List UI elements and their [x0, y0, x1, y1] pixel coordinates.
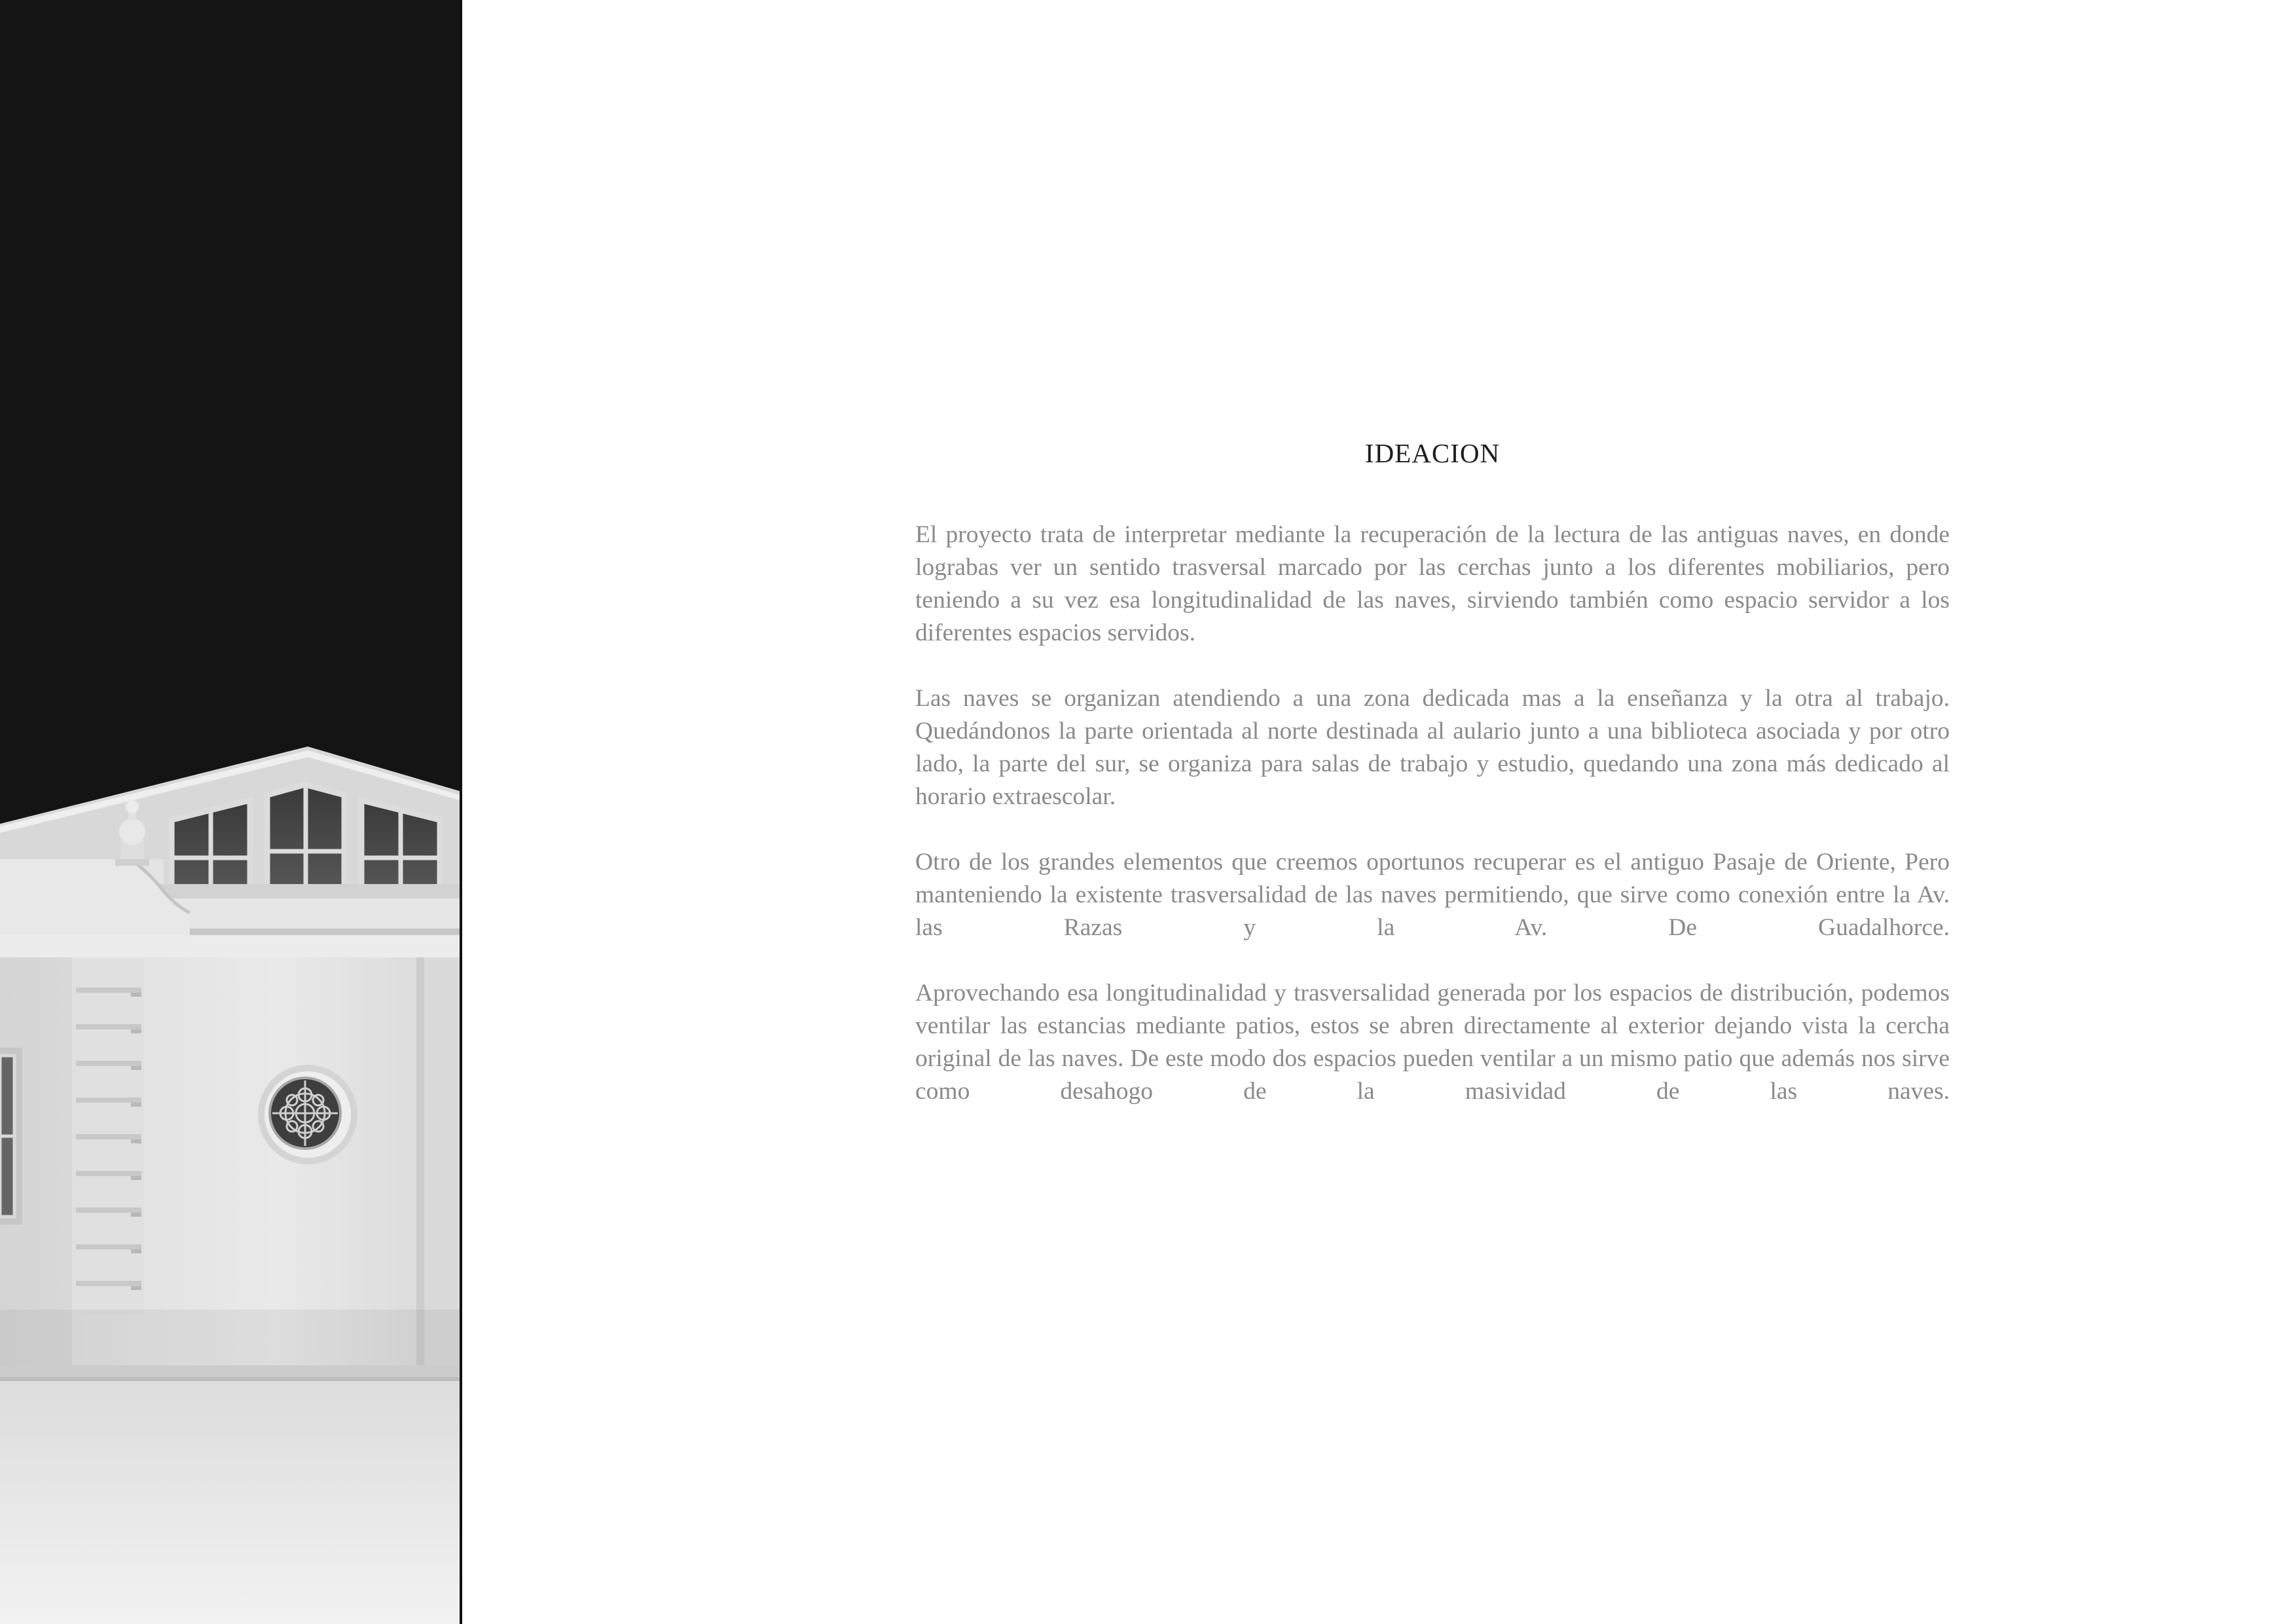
rusticated-pilaster: [72, 957, 144, 1314]
text-column: [915, 437, 1950, 1141]
paragraph-3: Otro de los grandes elementos que creemos oportunos recuperar es el antiguo Pasaje de Oriente, Pero manteniendo la existente trasversalidad de las naves permitiendo, que sirve como conexión entre la Av. las Razas y la Av. De Guadalhorce.: [915, 849, 1950, 941]
building-facade-illustration: [0, 0, 460, 1624]
oculus-window: [258, 1065, 357, 1164]
paragraph-4: Aprovechando esa longitudinalidad y trasversalidad generada por los espacios de distribución, podemos ventilar las estancias mediante patios, estos se abren directamente al exterior dejando vista la cercha original de las naves. De este modo dos espacios pueden ventilar a un mismo patio que además nos sirve como desahogo de la masividad de las naves.: [915, 980, 1950, 1105]
section-title: IDEACION: [1364, 438, 1501, 468]
building-render-image: [0, 0, 460, 1624]
paragraph-1: El proyecto trata de interpretar mediante la recuperación de la lectura de las antiguas naves, en donde lograbas ver un sentido trasversal marcado por las cerchas junto a los diferentes mobiliarios, pero teniendo a su vez esa longitudinalidad de las naves, sirviendo también como espacio servidor a los diferentes espacios servidos.: [915, 521, 1950, 646]
panel-divider: [460, 0, 462, 1624]
paragraph-2: Las naves se organizan atendiendo a una zona dedicada mas a la enseñanza y la otra al trabajo. Quedándonos la parte orientada al norte destinada al aulario junto a una biblioteca asociada y por otro lado, la parte del sur, se organiza para salas de trabajo y estudio, quedando una zona más dedicado al horario extraescolar.: [915, 685, 1950, 810]
